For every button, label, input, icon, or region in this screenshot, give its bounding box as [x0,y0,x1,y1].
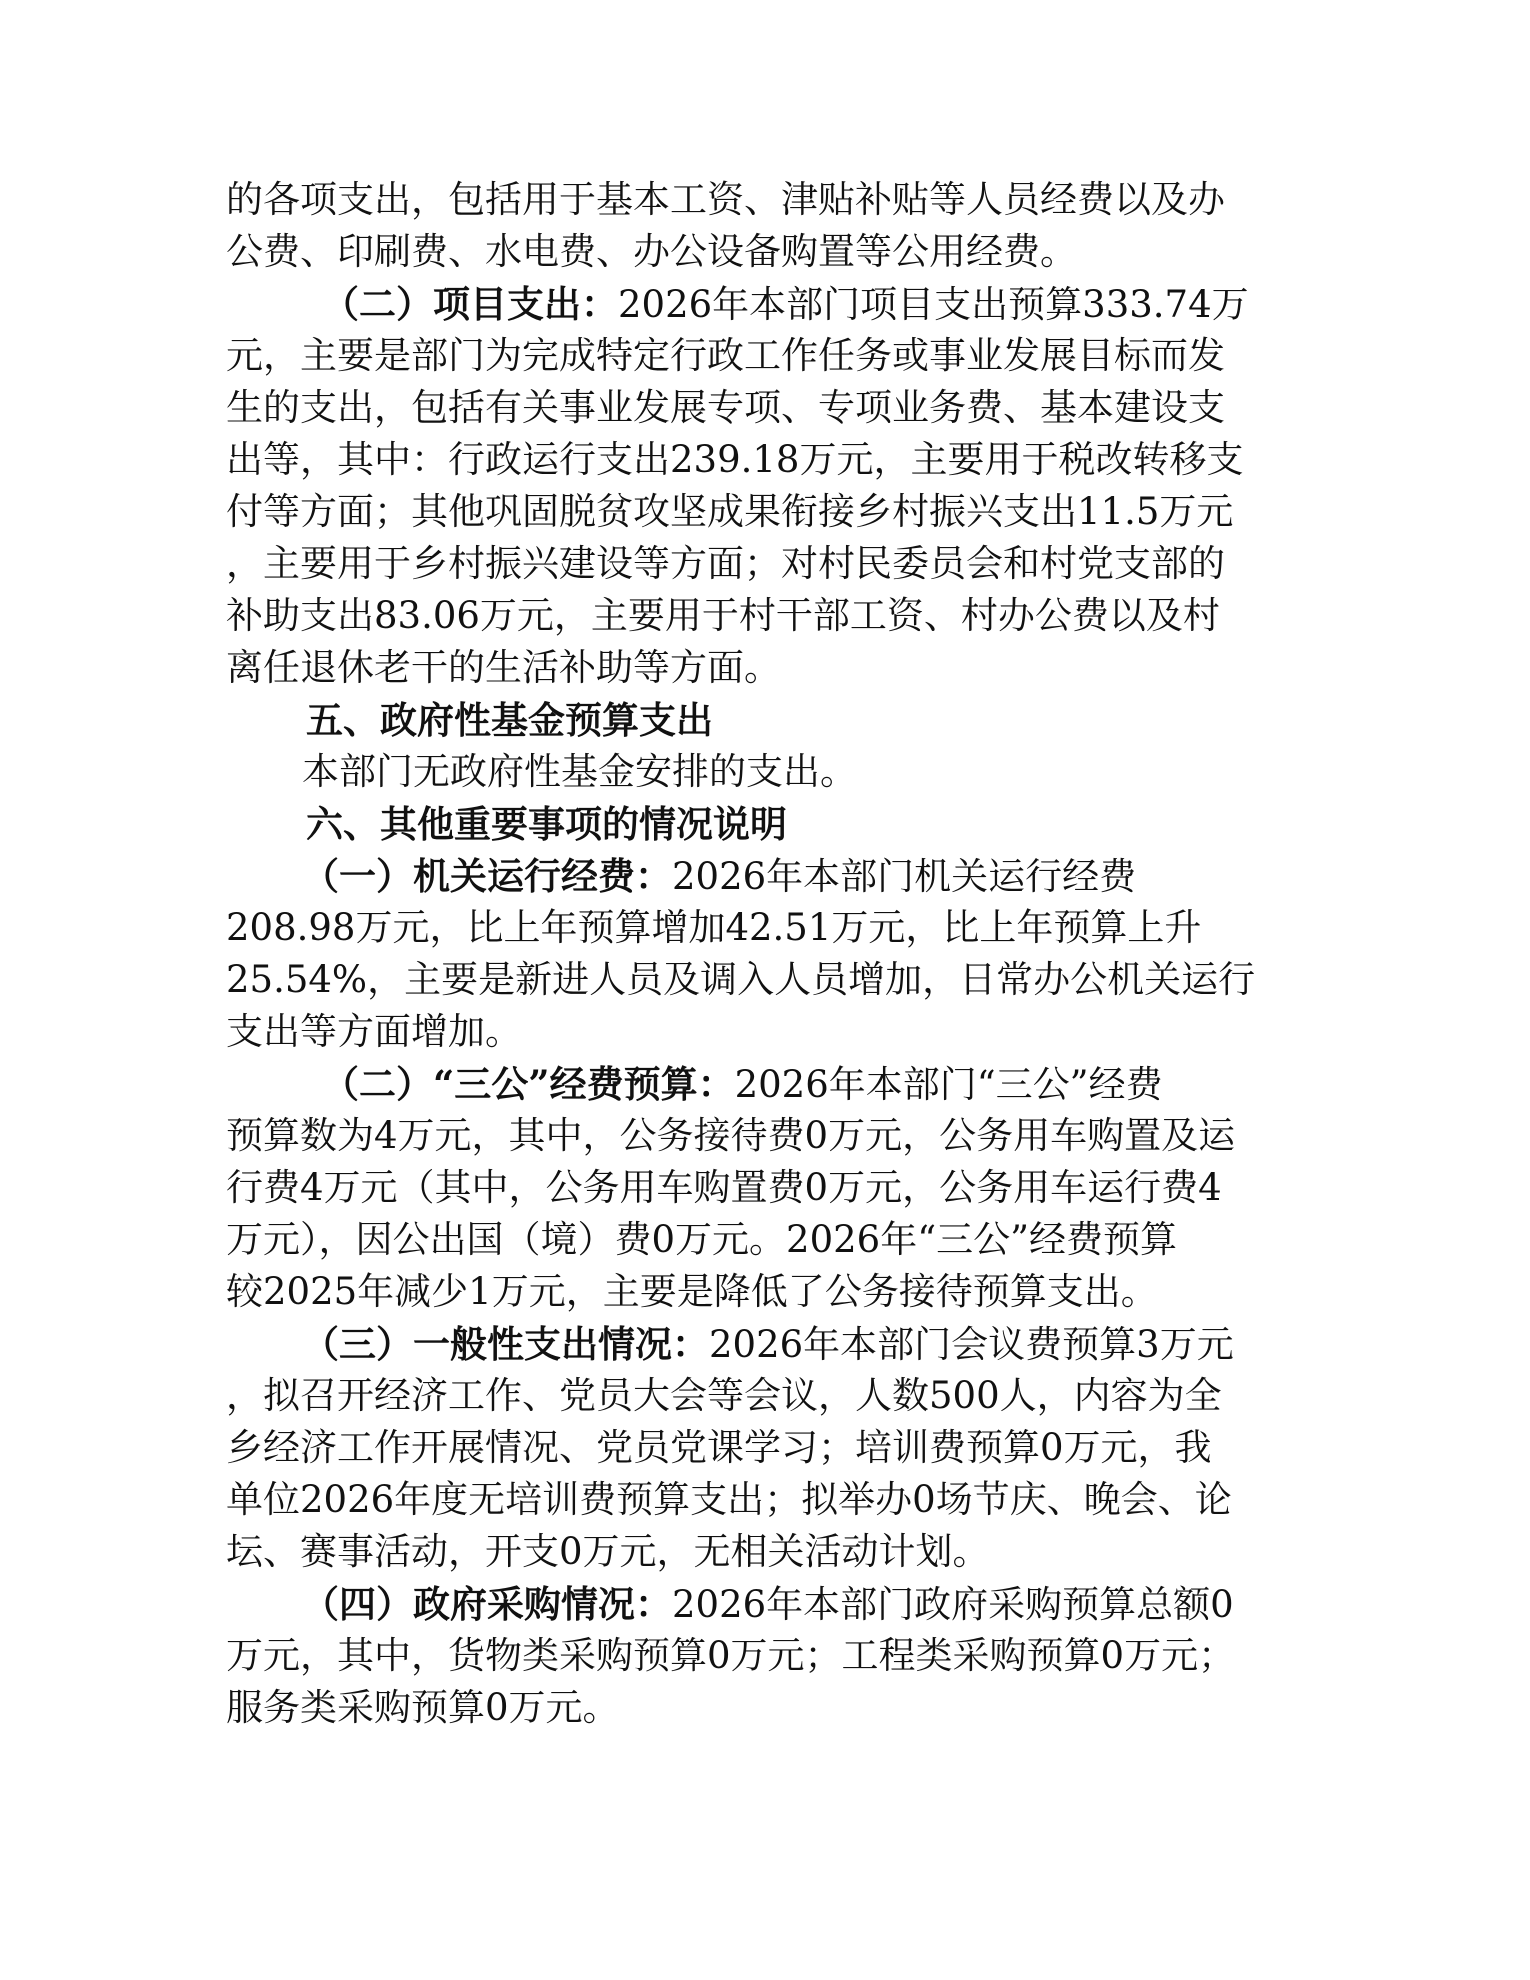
text-line-15: 208.98万元，比上年预算增加42.51万元，比上年预算上升 [226,906,1202,949]
text-line-30: 服务类采购预算0万元。 [226,1686,620,1729]
text-line-17: 支出等方面增加。 [226,1010,522,1053]
text-line-29: 万元，其中，货物类采购预算0万元；工程类采购预算0万元； [226,1634,1236,1677]
section-operating-expense: （一）机关运行经费：2026年本部门机关运行经费 [302,854,1137,898]
text-line-2: 公费、印刷费、水电费、办公设备购置等公用经费。 [226,230,1077,273]
text-line-27: 坛、赛事活动，开支0万元，无相关活动计划。 [226,1530,990,1573]
heading-other-matters: 六、其他重要事项的情况说明 [306,802,787,846]
text-line-6: 出等，其中：行政运行支出239.18万元，主要用于税改转移支 [226,438,1244,481]
text-line-22: 较2025年减少1万元，主要是降低了公务接待预算支出。 [226,1270,1158,1313]
section-three-public-expense: （二）“三公”经费预算：2026年本部门“三公”经费 [322,1062,1163,1106]
text-line-4: 元，主要是部门为完成特定行政工作任务或事业发展目标而发 [226,334,1225,377]
bold-label: （二）“三公”经费预算： [322,1062,735,1106]
bold-label: （一）机关运行经费： [302,854,672,898]
bold-label: （二）项目支出： [322,282,618,326]
text-line-26: 单位2026年度无培训费预算支出；拟举办0场节庆、晚会、论 [226,1478,1232,1521]
text-line-12: 本部门无政府性基金安排的支出。 [302,750,857,793]
section-project-expense: （二）项目支出：2026年本部门项目支出预算333.74万 [322,282,1249,326]
text-line-8: ，主要用于乡村振兴建设等方面；对村民委员会和村党支部的 [226,542,1225,585]
bold-label: （三）一般性支出情况： [302,1322,709,1366]
text-line-7: 付等方面；其他巩固脱贫攻坚成果衔接乡村振兴支出11.5万元 [226,490,1234,533]
text-line-16: 25.54%，主要是新进人员及调入人员增加，日常办公机关运行 [226,958,1256,1001]
section-procurement: （四）政府采购情况：2026年本部门政府采购预算总额0 [302,1582,1234,1626]
text-line-5: 生的支出，包括有关事业发展专项、专项业务费、基本建设支 [226,386,1225,429]
section-general-expense: （三）一般性支出情况：2026年本部门会议费预算3万元 [302,1322,1234,1366]
text-line-24: ，拟召开经济工作、党员大会等会议，人数500人，内容为全 [226,1374,1222,1417]
text-line-9: 补助支出83.06万元，主要用于村干部工资、村办公费以及村 [226,594,1220,637]
heading-government-fund: 五、政府性基金预算支出 [306,698,713,742]
text-line-25: 乡经济工作开展情况、党员党课学习；培训费预算0万元，我 [226,1426,1212,1469]
text-line-20: 行费4万元（其中，公务用车购置费0万元，公务用车运行费4 [226,1166,1222,1209]
document-page [226,174,1308,1734]
text-line-1: 的各项支出，包括用于基本工资、津贴补贴等人员经费以及办 [226,178,1225,221]
bold-label: （四）政府采购情况： [302,1582,672,1626]
text-line-10: 离任退休老干的生活补助等方面。 [226,646,781,689]
text-line-19: 预算数为4万元，其中，公务接待费0万元，公务用车购置及运 [226,1114,1236,1157]
text-line-21: 万元），因公出国（境）费0万元。2026年“三公”经费预算 [226,1218,1178,1261]
